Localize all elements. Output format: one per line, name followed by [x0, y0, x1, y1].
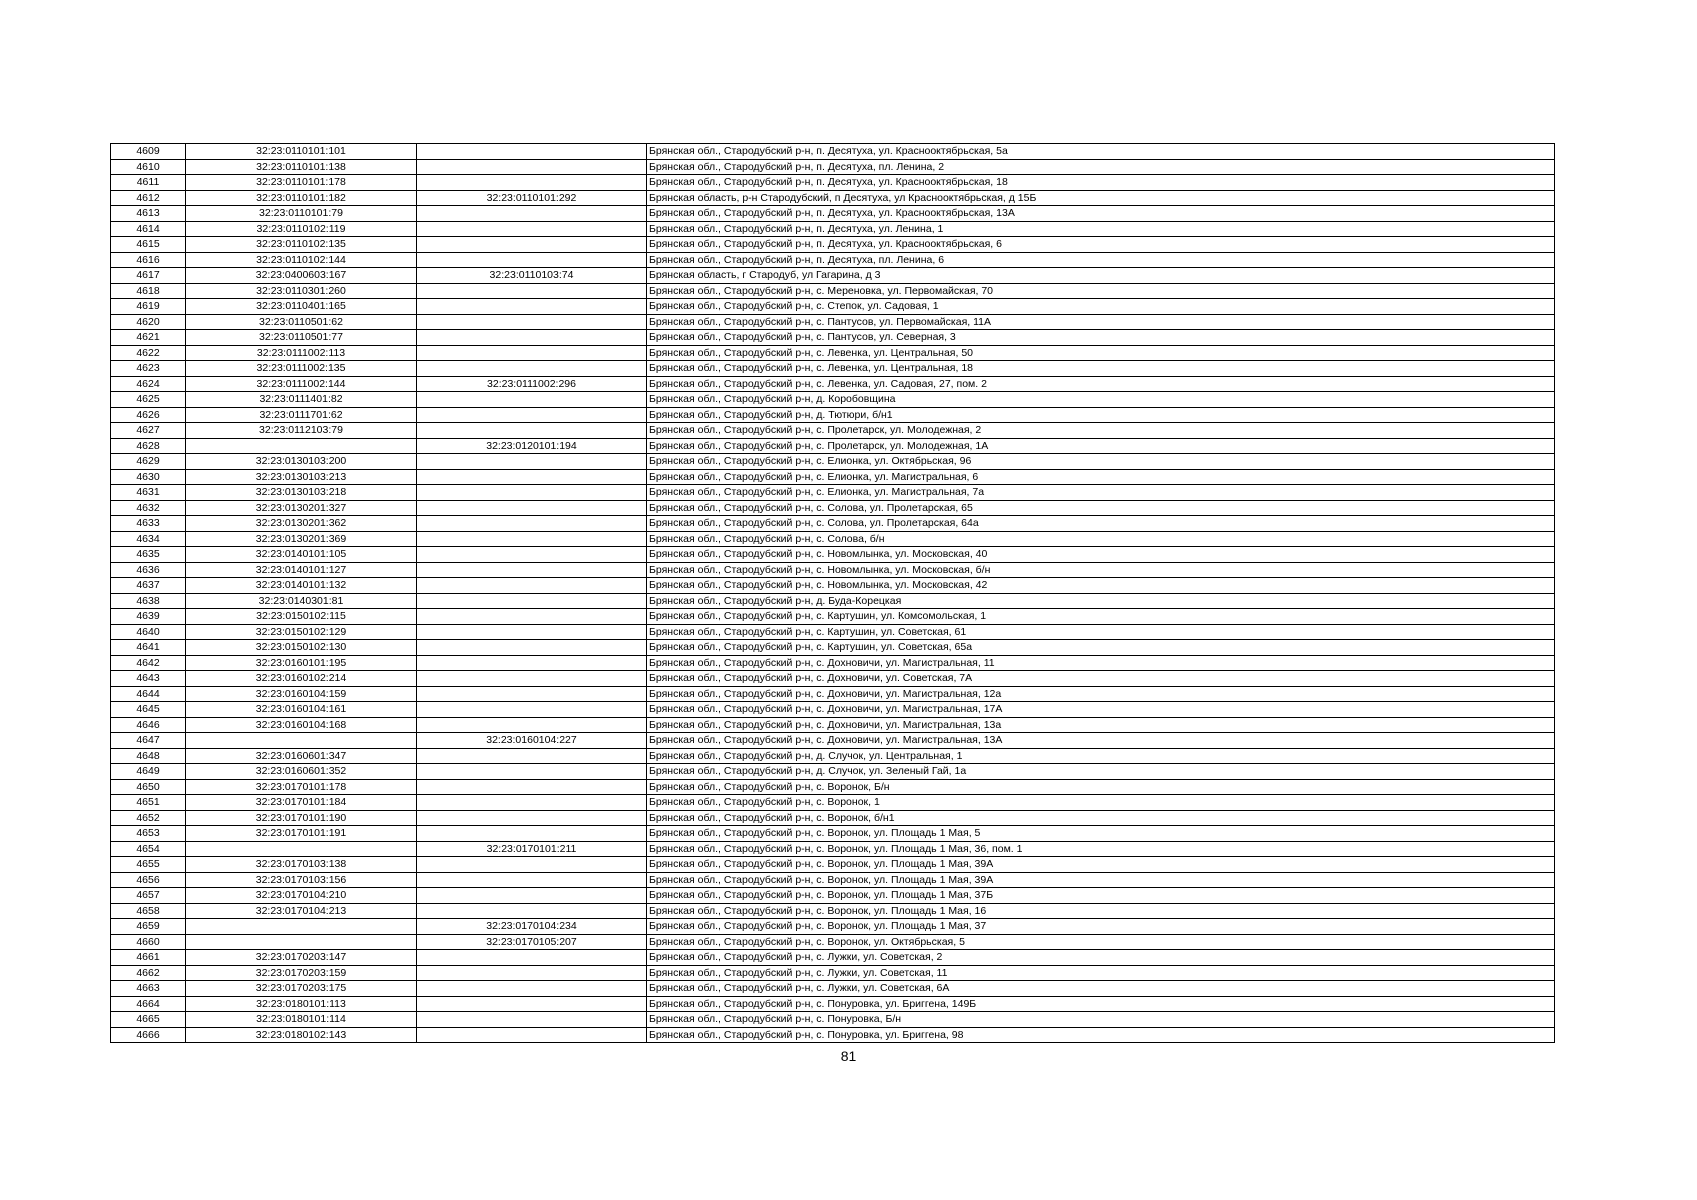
table-row [111, 888, 1555, 904]
row-number-cell: 4652 [111, 810, 186, 826]
address-cell: Брянская обл., Стародубский р-н, с. Новомлынка, ул. Московская, 40 [647, 547, 1555, 563]
table-row [111, 454, 1555, 470]
table-row [111, 252, 1555, 268]
row-number-cell: 4662 [111, 965, 186, 981]
row-number-cell: 4623 [111, 361, 186, 377]
address-cell: Брянская обл., Стародубский р-н, с. Картушин, ул. Советская, 61 [647, 624, 1555, 640]
address-cell: Брянская обл., Стародубский р-н, с. Елионка, ул. Магистральная, 7а [647, 485, 1555, 501]
row-number-cell: 4610 [111, 159, 186, 175]
address-cell: Брянская обл., Стародубский р-н, с. Дохновичи, ул. Магистральная, 13а [647, 717, 1555, 733]
row-number-cell: 4661 [111, 950, 186, 966]
address-cell: Брянская обл., Стародубский р-н, п. Десятуха, ул. Краснооктябрьская, 18 [647, 175, 1555, 191]
row-number-cell: 4628 [111, 438, 186, 454]
table-row [111, 159, 1555, 175]
cadastral-number-cell: 32:23:0110101:138 [186, 159, 417, 175]
row-number-cell: 4613 [111, 206, 186, 222]
related-cadastral-number-cell: 32:23:0170105:207 [417, 934, 647, 950]
related-cadastral-number-cell [417, 314, 647, 330]
cadastral-number-cell: 32:23:0111002:135 [186, 361, 417, 377]
row-number-cell: 4612 [111, 190, 186, 206]
related-cadastral-number-cell [417, 283, 647, 299]
table-row [111, 717, 1555, 733]
address-cell: Брянская обл., Стародубский р-н, с. Солова, б/н [647, 531, 1555, 547]
cadastral-number-cell: 32:23:0170101:190 [186, 810, 417, 826]
address-cell: Брянская обл., Стародубский р-н, с. Воронок, ул. Площадь 1 Мая, 16 [647, 903, 1555, 919]
related-cadastral-number-cell [417, 903, 647, 919]
cadastral-number-cell: 32:23:0130201:362 [186, 516, 417, 532]
row-number-cell: 4637 [111, 578, 186, 594]
address-cell: Брянская обл., Стародубский р-н, д. Буда-Корецкая [647, 593, 1555, 609]
table-row [111, 531, 1555, 547]
address-cell: Брянская обл., Стародубский р-н, с. Воронок, ул. Площадь 1 Мая, 36, пом. 1 [647, 841, 1555, 857]
row-number-cell: 4643 [111, 671, 186, 687]
address-cell: Брянская обл., Стародубский р-н, с. Лужки, ул. Советская, 6А [647, 981, 1555, 997]
table-row [111, 376, 1555, 392]
address-cell: Брянская обл., Стародубский р-н, с. Воронок, 1 [647, 795, 1555, 811]
cadastral-number-cell: 32:23:0110102:135 [186, 237, 417, 253]
row-number-cell: 4618 [111, 283, 186, 299]
address-cell: Брянская обл., Стародубский р-н, п. Десятуха, пл. Ленина, 6 [647, 252, 1555, 268]
address-cell: Брянская обл., Стародубский р-н, д. Случок, ул. Центральная, 1 [647, 748, 1555, 764]
address-cell: Брянская обл., Стародубский р-н, с. Понуровка, Б/н [647, 1012, 1555, 1028]
row-number-cell: 4654 [111, 841, 186, 857]
table-row [111, 438, 1555, 454]
row-number-cell: 4631 [111, 485, 186, 501]
cadastral-number-cell: 32:23:0110101:79 [186, 206, 417, 222]
cadastral-number-cell: 32:23:0110501:77 [186, 330, 417, 346]
table-row [111, 423, 1555, 439]
row-number-cell: 4627 [111, 423, 186, 439]
row-number-cell: 4655 [111, 857, 186, 873]
related-cadastral-number-cell [417, 888, 647, 904]
table-row [111, 190, 1555, 206]
related-cadastral-number-cell [417, 950, 647, 966]
cadastral-number-cell [186, 934, 417, 950]
table-row [111, 779, 1555, 795]
address-cell: Брянская обл., Стародубский р-н, с. Солова, ул. Пролетарская, 65 [647, 500, 1555, 516]
related-cadastral-number-cell [417, 965, 647, 981]
address-cell: Брянская обл., Стародубский р-н, с. Солова, ул. Пролетарская, 64а [647, 516, 1555, 532]
related-cadastral-number-cell [417, 159, 647, 175]
row-number-cell: 4641 [111, 640, 186, 656]
row-number-cell: 4626 [111, 407, 186, 423]
address-cell: Брянская обл., Стародубский р-н, с. Мереновка, ул. Первомайская, 70 [647, 283, 1555, 299]
cadastral-number-cell: 32:23:0140101:105 [186, 547, 417, 563]
table-row [111, 795, 1555, 811]
row-number-cell: 4642 [111, 655, 186, 671]
address-cell: Брянская обл., Стародубский р-н, п. Десятуха, ул. Краснооктябрьская, 5а [647, 144, 1555, 160]
address-cell: Брянская обл., Стародубский р-н, с. Новомлынка, ул. Московская, б/н [647, 562, 1555, 578]
table-row [111, 934, 1555, 950]
row-number-cell: 4640 [111, 624, 186, 640]
cadastral-number-cell: 32:23:0110102:144 [186, 252, 417, 268]
table-row [111, 981, 1555, 997]
address-cell: Брянская обл., Стародубский р-н, с. Картушин, ул. Советская, 65а [647, 640, 1555, 656]
cadastral-number-cell: 32:23:0170203:159 [186, 965, 417, 981]
related-cadastral-number-cell [417, 779, 647, 795]
address-cell: Брянская обл., Стародубский р-н, п. Десятуха, ул. Краснооктябрьская, 6 [647, 237, 1555, 253]
cadastral-number-cell: 32:23:0180101:113 [186, 996, 417, 1012]
row-number-cell: 4621 [111, 330, 186, 346]
row-number-cell: 4660 [111, 934, 186, 950]
related-cadastral-number-cell [417, 872, 647, 888]
table-row [111, 841, 1555, 857]
cadastral-number-cell: 32:23:0150102:130 [186, 640, 417, 656]
register-table [110, 143, 1555, 1043]
table-row [111, 578, 1555, 594]
cadastral-number-cell: 32:23:0110501:62 [186, 314, 417, 330]
row-number-cell: 4619 [111, 299, 186, 315]
address-cell: Брянская обл., Стародубский р-н, д. Коробовщина [647, 392, 1555, 408]
table-row [111, 547, 1555, 563]
row-number-cell: 4638 [111, 593, 186, 609]
address-cell: Брянская обл., Стародубский р-н, с. Воронок, ул. Площадь 1 Мая, 37Б [647, 888, 1555, 904]
cadastral-number-cell: 32:23:0170203:175 [186, 981, 417, 997]
related-cadastral-number-cell [417, 1012, 647, 1028]
table-row [111, 469, 1555, 485]
table-row [111, 702, 1555, 718]
related-cadastral-number-cell: 32:23:0170101:211 [417, 841, 647, 857]
related-cadastral-number-cell [417, 1027, 647, 1043]
table-row [111, 857, 1555, 873]
related-cadastral-number-cell [417, 531, 647, 547]
table-row [111, 500, 1555, 516]
related-cadastral-number-cell [417, 361, 647, 377]
cadastral-number-cell: 32:23:0160601:352 [186, 764, 417, 780]
table-row [111, 283, 1555, 299]
row-number-cell: 4632 [111, 500, 186, 516]
cadastral-number-cell [186, 438, 417, 454]
address-cell: Брянская обл., Стародубский р-н, с. Пролетарск, ул. Молодежная, 1А [647, 438, 1555, 454]
address-cell: Брянская область, г Стародуб, ул Гагарина, д 3 [647, 268, 1555, 284]
address-cell: Брянская обл., Стародубский р-н, с. Левенка, ул. Центральная, 18 [647, 361, 1555, 377]
cadastral-number-cell: 32:23:0170101:184 [186, 795, 417, 811]
table-row [111, 919, 1555, 935]
cadastral-number-cell: 32:23:0140301:81 [186, 593, 417, 609]
cadastral-number-cell: 32:23:0130103:218 [186, 485, 417, 501]
address-cell: Брянская обл., Стародубский р-н, с. Воронок, б/н1 [647, 810, 1555, 826]
related-cadastral-number-cell [417, 609, 647, 625]
row-number-cell: 4664 [111, 996, 186, 1012]
table-row [111, 221, 1555, 237]
related-cadastral-number-cell [417, 562, 647, 578]
address-cell: Брянская обл., Стародубский р-н, с. Дохновичи, ул. Магистральная, 17А [647, 702, 1555, 718]
table-row [111, 299, 1555, 315]
cadastral-number-cell: 32:23:0111401:82 [186, 392, 417, 408]
table-row [111, 175, 1555, 191]
related-cadastral-number-cell [417, 500, 647, 516]
table-row [111, 686, 1555, 702]
table-row [111, 345, 1555, 361]
address-cell: Брянская обл., Стародубский р-н, с. Понуровка, ул. Бриггена, 149Б [647, 996, 1555, 1012]
cadastral-number-cell: 32:23:0170104:213 [186, 903, 417, 919]
cadastral-number-cell: 32:23:0160102:214 [186, 671, 417, 687]
row-number-cell: 4614 [111, 221, 186, 237]
cadastral-number-cell: 32:23:0110401:165 [186, 299, 417, 315]
cadastral-number-cell: 32:23:0150102:129 [186, 624, 417, 640]
related-cadastral-number-cell [417, 144, 647, 160]
table-row [111, 872, 1555, 888]
cadastral-number-cell: 32:23:0110101:101 [186, 144, 417, 160]
table-row [111, 624, 1555, 640]
address-cell: Брянская обл., Стародубский р-н, п. Десятуха, пл. Ленина, 2 [647, 159, 1555, 175]
related-cadastral-number-cell: 32:23:0170104:234 [417, 919, 647, 935]
table-row [111, 748, 1555, 764]
related-cadastral-number-cell [417, 857, 647, 873]
table-row [111, 206, 1555, 222]
table-row [111, 268, 1555, 284]
row-number-cell: 4624 [111, 376, 186, 392]
row-number-cell: 4622 [111, 345, 186, 361]
table-row [111, 826, 1555, 842]
table-row [111, 361, 1555, 377]
row-number-cell: 4650 [111, 779, 186, 795]
related-cadastral-number-cell: 32:23:0160104:227 [417, 733, 647, 749]
row-number-cell: 4653 [111, 826, 186, 842]
cadastral-number-cell: 32:23:0160104:168 [186, 717, 417, 733]
table-row [111, 1027, 1555, 1043]
related-cadastral-number-cell [417, 702, 647, 718]
cadastral-number-cell: 32:23:0130103:200 [186, 454, 417, 470]
row-number-cell: 4649 [111, 764, 186, 780]
related-cadastral-number-cell [417, 996, 647, 1012]
cadastral-number-cell: 32:23:0180101:114 [186, 1012, 417, 1028]
cadastral-number-cell: 32:23:0170203:147 [186, 950, 417, 966]
related-cadastral-number-cell [417, 330, 647, 346]
related-cadastral-number-cell [417, 671, 647, 687]
cadastral-number-cell: 32:23:0112103:79 [186, 423, 417, 439]
cadastral-number-cell: 32:23:0170101:178 [186, 779, 417, 795]
related-cadastral-number-cell [417, 423, 647, 439]
cadastral-number-cell [186, 919, 417, 935]
cadastral-number-cell: 32:23:0170101:191 [186, 826, 417, 842]
table-row [111, 516, 1555, 532]
table-row [111, 407, 1555, 423]
cadastral-number-cell: 32:23:0160601:347 [186, 748, 417, 764]
related-cadastral-number-cell: 32:23:0111002:296 [417, 376, 647, 392]
table-row [111, 671, 1555, 687]
row-number-cell: 4651 [111, 795, 186, 811]
address-cell: Брянская обл., Стародубский р-н, с. Дохновичи, ул. Магистральная, 12а [647, 686, 1555, 702]
address-cell: Брянская обл., Стародубский р-н, с. Пантусов, ул. Первомайская, 11А [647, 314, 1555, 330]
related-cadastral-number-cell [417, 717, 647, 733]
address-cell: Брянская обл., Стародубский р-н, с. Картушин, ул. Комсомольская, 1 [647, 609, 1555, 625]
table-row [111, 593, 1555, 609]
table-row [111, 562, 1555, 578]
table-row [111, 314, 1555, 330]
table-row [111, 733, 1555, 749]
table-row [111, 144, 1555, 160]
cadastral-number-cell: 32:23:0170103:156 [186, 872, 417, 888]
cadastral-number-cell: 32:23:0110101:178 [186, 175, 417, 191]
address-cell: Брянская обл., Стародубский р-н, с. Понуровка, ул. Бриггена, 98 [647, 1027, 1555, 1043]
related-cadastral-number-cell [417, 221, 647, 237]
table-row [111, 950, 1555, 966]
cadastral-number-cell: 32:23:0110101:182 [186, 190, 417, 206]
address-cell: Брянская обл., Стародубский р-н, с. Дохновичи, ул. Магистральная, 13А [647, 733, 1555, 749]
cadastral-number-cell: 32:23:0400603:167 [186, 268, 417, 284]
related-cadastral-number-cell [417, 795, 647, 811]
row-number-cell: 4615 [111, 237, 186, 253]
cadastral-number-cell: 32:23:0140101:127 [186, 562, 417, 578]
cadastral-number-cell: 32:23:0111002:113 [186, 345, 417, 361]
address-cell: Брянская обл., Стародубский р-н, с. Новомлынка, ул. Московская, 42 [647, 578, 1555, 594]
row-number-cell: 4635 [111, 547, 186, 563]
table-row [111, 609, 1555, 625]
table-row [111, 1012, 1555, 1028]
address-cell: Брянская обл., Стародубский р-н, п. Десятуха, ул. Ленина, 1 [647, 221, 1555, 237]
address-cell: Брянская обл., Стародубский р-н, с. Елионка, ул. Магистральная, 6 [647, 469, 1555, 485]
row-number-cell: 4666 [111, 1027, 186, 1043]
register-table-body [111, 144, 1555, 1043]
address-cell: Брянская обл., Стародубский р-н, д. Тютюри, б/н1 [647, 407, 1555, 423]
address-cell: Брянская обл., Стародубский р-н, с. Лужки, ул. Советская, 2 [647, 950, 1555, 966]
row-number-cell: 4647 [111, 733, 186, 749]
table-row [111, 764, 1555, 780]
related-cadastral-number-cell [417, 299, 647, 315]
cadastral-number-cell [186, 841, 417, 857]
cadastral-number-cell: 32:23:0170103:138 [186, 857, 417, 873]
related-cadastral-number-cell [417, 485, 647, 501]
cadastral-number-cell: 32:23:0150102:115 [186, 609, 417, 625]
address-cell: Брянская обл., Стародубский р-н, с. Левенка, ул. Садовая, 27, пом. 2 [647, 376, 1555, 392]
address-cell: Брянская обл., Стародубский р-н, с. Елионка, ул. Октябрьская, 96 [647, 454, 1555, 470]
row-number-cell: 4648 [111, 748, 186, 764]
related-cadastral-number-cell [417, 454, 647, 470]
row-number-cell: 4625 [111, 392, 186, 408]
cadastral-number-cell: 32:23:0180102:143 [186, 1027, 417, 1043]
row-number-cell: 4629 [111, 454, 186, 470]
related-cadastral-number-cell [417, 764, 647, 780]
row-number-cell: 4634 [111, 531, 186, 547]
table-row [111, 655, 1555, 671]
address-cell: Брянская обл., Стародубский р-н, с. Степок, ул. Садовая, 1 [647, 299, 1555, 315]
row-number-cell: 4645 [111, 702, 186, 718]
cadastral-number-cell: 32:23:0160104:161 [186, 702, 417, 718]
row-number-cell: 4644 [111, 686, 186, 702]
address-cell: Брянская обл., Стародубский р-н, с. Лужки, ул. Советская, 11 [647, 965, 1555, 981]
cadastral-number-cell: 32:23:0111701:62 [186, 407, 417, 423]
row-number-cell: 4646 [111, 717, 186, 733]
row-number-cell: 4659 [111, 919, 186, 935]
row-number-cell: 4658 [111, 903, 186, 919]
row-number-cell: 4609 [111, 144, 186, 160]
cadastral-number-cell: 32:23:0110102:119 [186, 221, 417, 237]
address-cell: Брянская обл., Стародубский р-н, с. Левенка, ул. Центральная, 50 [647, 345, 1555, 361]
related-cadastral-number-cell [417, 469, 647, 485]
address-cell: Брянская обл., Стародубский р-н, с. Воронок, ул. Октябрьская, 5 [647, 934, 1555, 950]
cadastral-number-cell: 32:23:0140101:132 [186, 578, 417, 594]
table-row [111, 640, 1555, 656]
address-cell: Брянская обл., Стародубский р-н, с. Дохновичи, ул. Магистральная, 11 [647, 655, 1555, 671]
cadastral-number-cell: 32:23:0130201:327 [186, 500, 417, 516]
row-number-cell: 4656 [111, 872, 186, 888]
related-cadastral-number-cell [417, 516, 647, 532]
address-cell: Брянская обл., Стародубский р-н, с. Пролетарск, ул. Молодежная, 2 [647, 423, 1555, 439]
page-number: 81 [840, 1048, 857, 1064]
related-cadastral-number-cell [417, 826, 647, 842]
address-cell: Брянская обл., Стародубский р-н, с. Воронок, Б/н [647, 779, 1555, 795]
related-cadastral-number-cell [417, 252, 647, 268]
table-row [111, 485, 1555, 501]
cadastral-number-cell: 32:23:0160104:159 [186, 686, 417, 702]
related-cadastral-number-cell [417, 655, 647, 671]
cadastral-number-cell: 32:23:0130103:213 [186, 469, 417, 485]
cadastral-number-cell: 32:23:0110301:260 [186, 283, 417, 299]
row-number-cell: 4633 [111, 516, 186, 532]
address-cell: Брянская обл., Стародубский р-н, п. Десятуха, ул. Краснооктябрьская, 13А [647, 206, 1555, 222]
address-cell: Брянская обл., Стародубский р-н, с. Дохновичи, ул. Советская, 7А [647, 671, 1555, 687]
row-number-cell: 4617 [111, 268, 186, 284]
related-cadastral-number-cell: 32:23:0120101:194 [417, 438, 647, 454]
related-cadastral-number-cell [417, 748, 647, 764]
address-cell: Брянская обл., Стародубский р-н, с. Воронок, ул. Площадь 1 Мая, 39А [647, 857, 1555, 873]
table-row [111, 810, 1555, 826]
related-cadastral-number-cell [417, 593, 647, 609]
related-cadastral-number-cell [417, 175, 647, 191]
related-cadastral-number-cell [417, 624, 647, 640]
row-number-cell: 4630 [111, 469, 186, 485]
cadastral-number-cell: 32:23:0160101:195 [186, 655, 417, 671]
row-number-cell: 4663 [111, 981, 186, 997]
row-number-cell: 4657 [111, 888, 186, 904]
address-cell: Брянская обл., Стародубский р-н, с. Воронок, ул. Площадь 1 Мая, 39А [647, 872, 1555, 888]
cadastral-number-cell: 32:23:0170104:210 [186, 888, 417, 904]
related-cadastral-number-cell [417, 206, 647, 222]
row-number-cell: 4611 [111, 175, 186, 191]
address-cell: Брянская область, р-н Стародубский, п Десятуха, ул Краснооктябрьская, д 15Б [647, 190, 1555, 206]
related-cadastral-number-cell [417, 392, 647, 408]
address-cell: Брянская обл., Стародубский р-н, с. Воронок, ул. Площадь 1 Мая, 5 [647, 826, 1555, 842]
row-number-cell: 4639 [111, 609, 186, 625]
related-cadastral-number-cell [417, 578, 647, 594]
cadastral-number-cell [186, 733, 417, 749]
address-cell: Брянская обл., Стародубский р-н, с. Воронок, ул. Площадь 1 Мая, 37 [647, 919, 1555, 935]
related-cadastral-number-cell [417, 640, 647, 656]
related-cadastral-number-cell [417, 237, 647, 253]
row-number-cell: 4665 [111, 1012, 186, 1028]
table-row [111, 392, 1555, 408]
related-cadastral-number-cell [417, 547, 647, 563]
address-cell: Брянская обл., Стародубский р-н, д. Случок, ул. Зеленый Гай, 1а [647, 764, 1555, 780]
table-row [111, 237, 1555, 253]
related-cadastral-number-cell [417, 810, 647, 826]
related-cadastral-number-cell [417, 686, 647, 702]
related-cadastral-number-cell: 32:23:0110101:292 [417, 190, 647, 206]
related-cadastral-number-cell [417, 407, 647, 423]
address-cell: Брянская обл., Стародубский р-н, с. Пантусов, ул. Северная, 3 [647, 330, 1555, 346]
table-row [111, 965, 1555, 981]
table-row [111, 903, 1555, 919]
table-row [111, 330, 1555, 346]
related-cadastral-number-cell [417, 345, 647, 361]
related-cadastral-number-cell: 32:23:0110103:74 [417, 268, 647, 284]
row-number-cell: 4620 [111, 314, 186, 330]
table-row [111, 996, 1555, 1012]
cadastral-number-cell: 32:23:0111002:144 [186, 376, 417, 392]
row-number-cell: 4636 [111, 562, 186, 578]
cadastral-number-cell: 32:23:0130201:369 [186, 531, 417, 547]
row-number-cell: 4616 [111, 252, 186, 268]
related-cadastral-number-cell [417, 981, 647, 997]
